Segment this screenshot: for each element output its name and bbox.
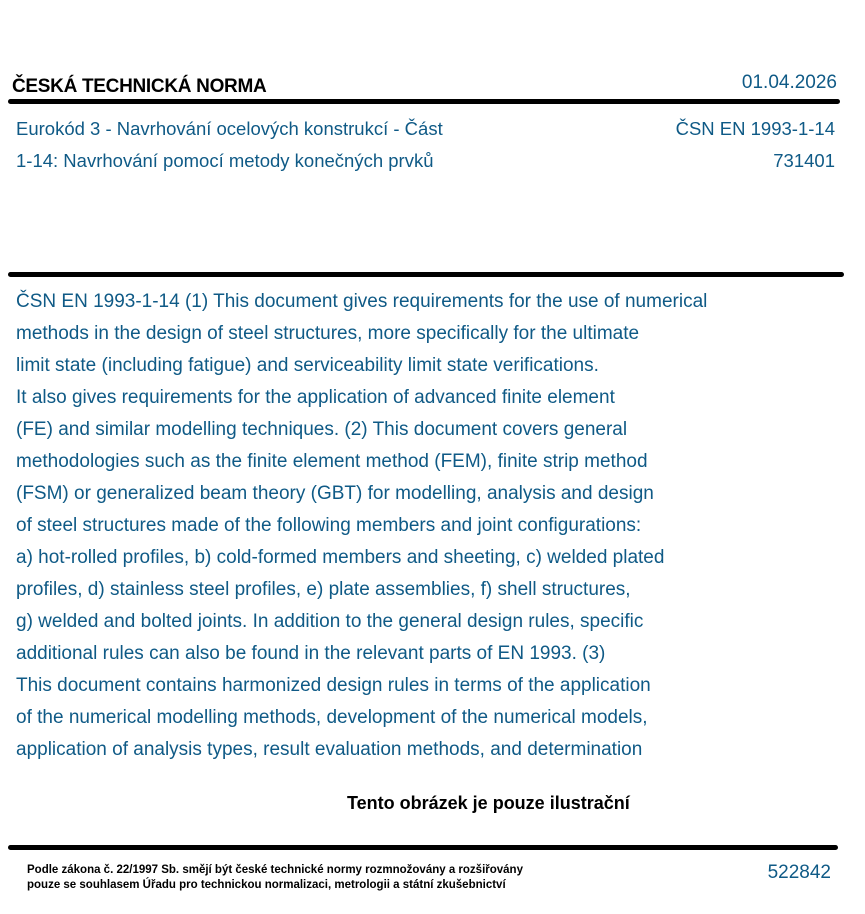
document-number: 522842 [767,862,831,883]
abstract-line: limit state (including fatigue) and serviceability limit state verifications. [16,355,599,376]
abstract-line: (FSM) or generalized beam theory (GBT) for modelling, analysis and design [16,483,654,504]
abstract-line: of steel structures made of the following members and joint configurations: [16,515,642,536]
abstract-line: g) welded and bolted joints. In addition to the general design rules, specific [16,611,644,632]
document-type-heading: ČESKÁ TECHNICKÁ NORMA [12,76,267,97]
class-number: 731401 [773,150,835,171]
title-divider [8,272,844,277]
abstract-line: additional rules can also be found in the relevant parts of EN 1993. (3) [16,643,606,664]
publication-date: 01.04.2026 [741,72,837,93]
abstract-line: ČSN EN 1993-1-14 (1) This document gives requirements for the use of numerical [16,291,708,312]
abstract-line: This document contains harmonized design rules in terms of the application [16,675,651,696]
standard-title-line: 1-14: Navrhování pomocí metody konečných prvků [16,150,434,171]
abstract-line: methods in the design of steel structures, more specifically for the ultimate [16,323,640,344]
abstract-line: application of analysis types, result evaluation methods, and determination [16,739,643,760]
abstract-line: a) hot-rolled profiles, b) cold-formed members and sheeting, c) welded plated [16,547,665,568]
legal-notice-line: Podle zákona č. 22/1997 Sb. smějí být české technické normy rozmnožovány a rozšiřovány [27,864,523,876]
standard-title-line: Eurokód 3 - Navrhování ocelových konstrukcí - Část [16,118,443,139]
header-divider [8,99,840,104]
abstract-line: of the numerical modelling methods, development of the numerical models, [16,707,648,728]
standard-code: ČSN EN 1993-1-14 [675,118,835,139]
abstract-line: It also gives requirements for the application of advanced finite element [16,387,615,408]
abstract-line: (FE) and similar modelling techniques. (2) This document covers general [16,419,628,440]
legal-notice-line: pouze se souhlasem Úřadu pro technickou normalizaci, metrologii a státní zkušebnictví [27,879,506,891]
footer-divider [8,845,838,850]
abstract-line: methodologies such as the finite element method (FEM), finite strip method [16,451,648,472]
illustration-disclaimer: Tento obrázek je pouze ilustrační [347,793,630,813]
abstract-line: profiles, d) stainless steel profiles, e) plate assemblies, f) shell structures, [16,579,631,600]
